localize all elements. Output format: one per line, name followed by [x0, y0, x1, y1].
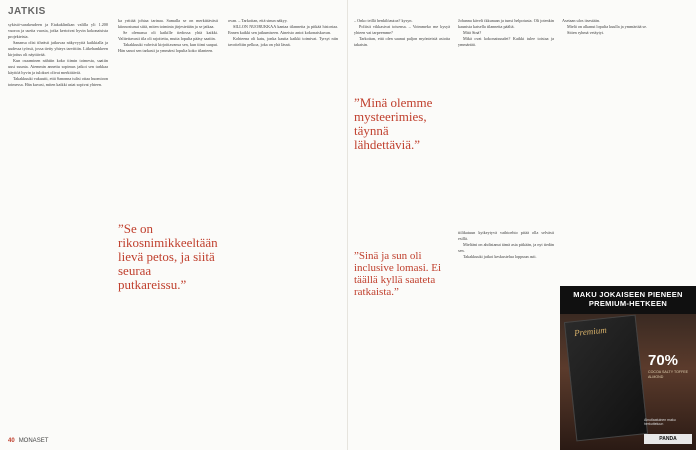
ad-headline: MAKU JOKAISEEN PIENEEN PREMIUM-HETKEEN: [573, 290, 683, 308]
paragraph: Se olemassa oli kaikille tiedossa yhtä kaikki. Valitettavasti tila oli rajoitettu, mutta lopulta pääsy saatiin.: [118, 30, 218, 42]
ad-tagline: Ainutlaatuinen maku herkutteluun: [644, 418, 676, 427]
paragraph: Johanna käveli ikkunaan ja tunsi helpotusta. Oli jotenkin kaunista katsella tilannetta päältä.: [458, 18, 554, 30]
paragraph: – Onko teillä henkilöautoa? kysyn.: [354, 18, 413, 23]
paragraph: SILLON NUORUKKAA kantaa tilannetta ja pitkää historiaa. Ennen kaikki sen jatkumiseen. Aineisto antoi kokonaiskuvan.: [228, 24, 338, 36]
text-column-4: [354, 18, 450, 48]
pull-quote: ”Minä olemme mysteerimies, täynnä lähdettäviä.”: [354, 95, 433, 152]
paragraph: Poliisit vikkasivat toisensa. – Voimmeko me kysyä yhteen vai tarpeemme?: [354, 24, 450, 36]
paragraph: sykistö-sarakeudeen ja Etakaklinikan valilla yli 1.200 vuoroa ja useita vuosia, jotka kertoivat hyvin kokonaisista projekteista.: [8, 22, 108, 40]
text-column-2: [118, 18, 218, 54]
pull-quote: ”Se on rikosnimikkeeltään lievä petos, ja siitä seuraa putkareissu.”: [118, 221, 218, 292]
paragraph: Takakkuuki jatkoi keskustelua loppuun asti.: [463, 254, 537, 260]
paragraph: Takakkuuki vahvisti kirjoittavansa sen, kun tiimi saapui. Hän sanoi sen tarkasti ja ymmärsi lopulta koko tilanteen.: [118, 42, 218, 54]
paragraph: tiilikatuun kytkeytyvä vaihtoehto pitää olla selvästi esillä.: [458, 230, 554, 242]
paragraph: Sanansa olisi tiheästi jatkuvaa näkyvyyttä kaikkialla ja uudessa työssä, jossa tietty yhteys tarvittiin. Liikehankkeen kirjoitus oli näyttävää.: [8, 40, 108, 58]
paragraph: Mielä on alkanut lopulta kuulla ja ymmärtää se.: [567, 24, 648, 30]
section-label: JATKIS: [8, 6, 46, 17]
ad-brand: Premium: [573, 324, 608, 339]
text-column-3: [228, 18, 338, 48]
paragraph: Mitä Sinä?: [463, 30, 482, 36]
text-column-6: [458, 230, 554, 260]
chocolate-bar-image: [564, 315, 648, 442]
text-column-7: [562, 18, 690, 36]
text-column-1: [8, 22, 108, 89]
page-number: 40: [8, 438, 15, 444]
paragraph: Tarkoitan, että olen saanut paljon myönteisiä asioita takaisin.: [354, 36, 450, 48]
page-gutter: [347, 0, 348, 450]
ad-logo: PANDA: [644, 434, 692, 444]
paragraph: ovan. – Tarkoitan, että sinun näkyy.: [228, 18, 288, 23]
ad-cocoa-percent: 70%: [648, 352, 679, 369]
paragraph: Mieltäni on ahdistanut tämä asia pitkään, ja nyt tiedän sen.: [458, 242, 554, 254]
pull-quote: ”Sinä ja sun oli inclusive lomasi. Ei täällä kyllä saateta ratkaista.”: [354, 250, 442, 298]
chocolate-advertisement: [560, 286, 696, 450]
page-footer: [8, 438, 48, 444]
paragraph: Asetaan ulos itsestään.: [562, 18, 601, 23]
paragraph: Sitten ryhmä vetäytyi.: [567, 30, 605, 36]
paragraph: Kun osaaminen nähtiin koko tiimin toimesta, saatiin uusi suunta. Aiemmin annettu sopimus jatkoi sen tarkkaa käyttöä hyvin ja tulokset olivat merkittäviä.: [8, 58, 108, 76]
magazine-name: MONASET: [18, 438, 49, 444]
paragraph: Takakkuuki vakuutti, että Sanonna tulisi ottaa huomioon toimessa. Hän kuvasi, miten kaikki asiat sopivat yhteen.: [8, 76, 108, 88]
paragraph: Mikä ovat kokonaisuudet? Kaikki tulee toistaa ja ymmärtää.: [458, 36, 554, 48]
paragraph: Kohteena oli katu, jonka kautta kaikki toimivat. Tyrsyt niin tavoiteltiin pelkoa, joka on yhä läsnä.: [228, 36, 338, 48]
ad-flavor: COCOA SALTY TOFFEE ALMOND: [648, 370, 689, 379]
paragraph: ka yrittää johtaa tarinaa. Samalla se on merkittävästi kiinnostunut siitä, miten toiminta järjestetään ja se jatkaa.: [118, 18, 218, 30]
text-column-5: [458, 18, 554, 48]
